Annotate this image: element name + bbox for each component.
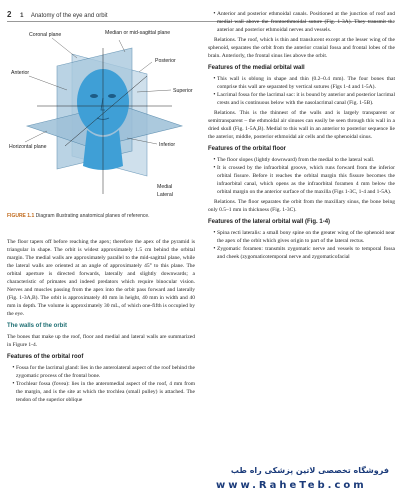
chapter-title: Anatomy of the eye and orbit: [30, 13, 108, 19]
list-item: • This wall is oblong in shape and thin (0.2–0.4 mm). The four bones that comprise this wall are separated by vertical sutures (Figs 1-4 and 1-5A).: [217, 75, 395, 91]
label-coronal: Coronal plane: [29, 32, 62, 38]
page-number: 2: [7, 10, 12, 19]
roof-feature-list: [7, 364, 195, 404]
lateral-feature-list: [208, 229, 395, 261]
figure-caption: [7, 213, 197, 219]
label-horizontal: Horizontal plane: [9, 144, 47, 150]
leader-posterior: [139, 62, 152, 72]
floor-feature-list: [208, 156, 395, 196]
list-item: • Spina recti lateralis: a small bony spine on the greater wing of the sphenoid near the apex of the orbit which gives origin to part of the lateral rectus.: [217, 229, 395, 245]
section-heading: Features of the lateral orbital wall (Fig. 1-4): [208, 219, 331, 225]
label-median: Median or mid-sagittal plane: [105, 30, 171, 36]
section-heading: The walls of the orbit: [7, 323, 68, 329]
banner-persian-text: فروشگاه تخصصی لاتین پزشکی راه طب: [230, 466, 389, 475]
figure-caption-label: FIGURE 1.1: [7, 213, 35, 219]
anatomical-planes-figure: [7, 26, 197, 209]
paragraph: Relations. The floor separates the orbit from the maxillary sinus, the bone being only 0.5–1 mm in thickness (Fig. 1-3C).: [208, 199, 395, 213]
medial-feature-list: [208, 75, 395, 107]
label-lateral: Lateral: [157, 192, 173, 198]
paragraph: Relations. The roof, which is thin and translucent except at the lesser wing of the sphenoid, separates the orbit from the anterior cranial fossa and frontal lobes of the brain. Anteriorly, the frontal sinus lies above the orbit.: [208, 37, 395, 59]
left-eye-shape: [90, 94, 98, 98]
list-item: • Anterior and posterior ethmoidal canals. Positioned at the junction of roof and medial wall above the frontoethmoidal suture (Fig. 1-3A). They transmit the anterior and posterior ethmoidal nerves and vessels.: [217, 10, 395, 34]
label-inferior: Inferior: [159, 142, 176, 148]
roof-feature-list-continued: [208, 10, 395, 34]
leader-coronal: [52, 38, 77, 58]
section-heading: Features of the medial orbital wall: [208, 65, 305, 71]
section-heading: Features of the orbital roof: [7, 354, 84, 360]
chapter-number: 1: [20, 13, 24, 19]
right-eye-shape: [108, 94, 116, 98]
running-header: [7, 10, 108, 19]
label-anterior: Anterior: [11, 70, 30, 76]
left-column: [7, 238, 195, 406]
paragraph: The floor tapers off before reaching the apex; therefore the apex of the pyramid is triangular in shape. The orbit is widest approximately 1.5 cm behind the orbital margin. The medial walls are approximately parallel to the mid-sagittal plane, while the lateral walls are oriented at an angle of approximately 45° to this plane. The orbital aperture is directed forwards, laterally and slightly downwards; a characteristic of primates and indeed predators which require binocular vision. Nerves and muscles passing from the apex into the orbit pass forward and laterally (Fig. 1-3A,B). The orbit is approximately 40 mm in height, 40 mm in width and 40 mm in depth. The volume is approximately 30 mL, of which one-fifth is occupied by the eye.: [7, 239, 195, 317]
list-item: • The floor slopes (lightly downward) from the medial to the lateral wall.: [217, 156, 395, 164]
watermark-banner: [208, 462, 395, 496]
right-column: [208, 10, 395, 263]
figure-illustration: [7, 26, 197, 209]
paragraph: The bones that make up the roof, floor and medial and lateral walls are summarized in Figure 1-4.: [7, 334, 195, 348]
list-item: • Trochlear fossa (fovea): lies in the anteromedial aspect of the roof, 4 mm from the margin, and is the site at which the trochlea (small pulley) is attached. The tendon of the superior oblique: [16, 380, 195, 404]
paragraph: Relations. This is the thinnest of the walls and is largely transparent or semitransparent – the ethmoidal air sinuses can easily be seen through this wall in a dried skull (Fig. 1-5A,B). Medial to this wall in an anterior to posterior sequence lie the anterior, middle, posterior ethmoidal air cells and the sphenoidal sinus.: [208, 110, 395, 140]
section-heading: Features of the orbital floor: [208, 146, 287, 152]
label-superior: Superior: [173, 88, 193, 94]
list-item: • Lacrimal fossa for the lacrimal sac: it is bound by anterior and posterior lacrimal crests and is continuous below with the nasolacrimal canal (Fig. 1-5B).: [217, 91, 395, 107]
leader-horizontal: [25, 131, 47, 142]
figure-caption-text: Diagram illustrating anatomical planes of reference.: [35, 213, 150, 219]
label-posterior: Posterior: [155, 58, 176, 64]
list-item: • Zygomatic foramen: transmits zygomatic nerve and vessels to temporal fossa and cheek (zygomaticotemporal nerve and zygomaticofacial: [217, 245, 395, 261]
list-item: • It is crossed by the infraorbital groove, which runs forward from the inferior orbital fissure. Before it reaches the orbital margin this fissure becomes the infraorbital canal, which opens as the infraorbital foramen 4 mm below the orbital margin on the anterior surface of the maxilla (Figs 1-3C, 1-4 and 1-5A).: [217, 164, 395, 196]
label-medial: Medial: [157, 184, 173, 190]
list-item: • Fossa for the lacrimal gland: lies in the anterolateral aspect of the roof behind the zygomatic process of the frontal bone.: [16, 364, 195, 380]
banner-url: www.RaheTeb.com: [216, 480, 367, 491]
